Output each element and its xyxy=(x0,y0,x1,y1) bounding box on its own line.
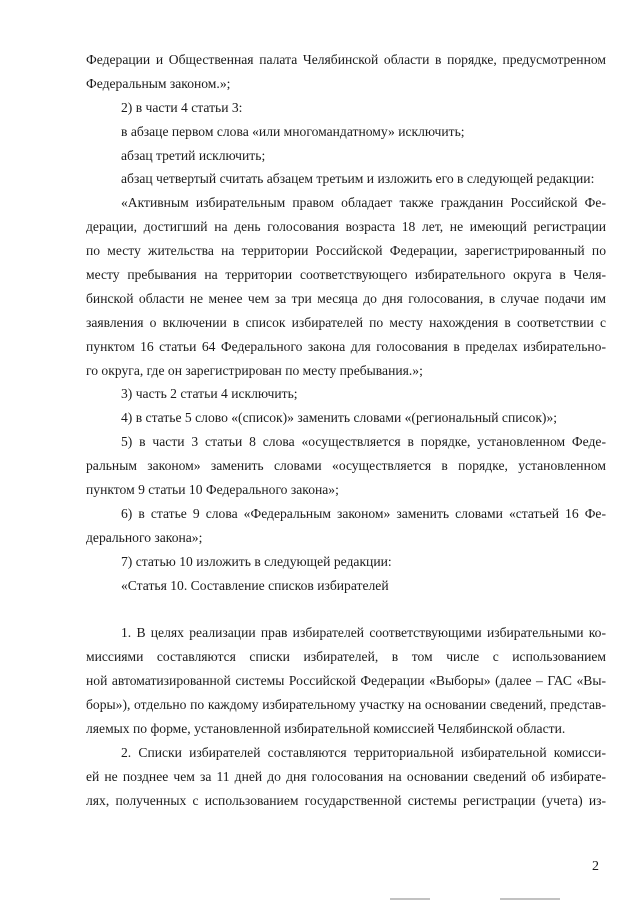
text-line: дерального закона»; xyxy=(86,529,203,545)
text-line: пунктом 9 статьи 10 Федерального закона»; xyxy=(86,482,339,498)
text-line: 3) часть 2 статьи 4 исключить; xyxy=(121,386,298,402)
text-line: ей не позднее чем за 11 дней до дня голосования на основании сведений об избирате- xyxy=(86,768,606,784)
scan-artifact xyxy=(500,898,560,900)
text-line: лях, полученных с использованием государственной системы регистрации (учета) из- xyxy=(86,792,606,808)
text-line: ляемых по форме, установленной избирательной комиссией Челябинской области. xyxy=(86,720,566,736)
text-line: 7) статью 10 изложить в следующей редакции: xyxy=(121,553,392,569)
text-line: ральным законом» заменить словами «осуществляется в порядке, установленном xyxy=(86,458,606,474)
text-line: 2. Списки избирателей составляются территориальной избирательной комисси- xyxy=(121,744,606,760)
text-line: «Активным избирательным правом обладает также гражданин Российской Фе- xyxy=(121,195,606,211)
scan-artifact xyxy=(390,898,430,900)
text-line: бинской области не менее чем за три месяца до дня голосования, в случае подачи им xyxy=(86,290,606,306)
text-line: дерации, достигший на день голосования возраста 18 лет, не имеющий регистрации xyxy=(86,219,606,235)
text-line: го округа, где он зарегистрирован по месту пребывания.»; xyxy=(86,362,423,378)
body-text xyxy=(86,48,606,813)
text-line: боры»), отдельно по каждому избирательному участку на основании сведений, представ- xyxy=(86,697,606,713)
text-line: Федеральным законом.»; xyxy=(86,75,231,91)
text-line: миссиями составляются списки избирателей, в том числе с использованием xyxy=(86,649,606,665)
text-line: 6) в статье 9 слова «Федеральным законом» заменить словами «статьей 16 Фе- xyxy=(121,505,606,521)
text-line: 5) в части 3 статьи 8 слова «осуществляется в порядке, установленном Феде- xyxy=(121,434,606,450)
text-line: 2) в части 4 статьи 3: xyxy=(121,99,243,115)
text-line: абзац третий исключить; xyxy=(121,147,266,163)
text-line: пунктом 16 статьи 64 Федерального закона для голосования в пределах избирательно- xyxy=(86,338,606,354)
text-line: в абзаце первом слова «или многомандатному» исключить; xyxy=(121,123,465,139)
page-number: 2 xyxy=(592,859,599,874)
text-line: «Статья 10. Составление списков избирателей xyxy=(121,577,389,593)
blank-line xyxy=(86,597,606,621)
text-line: ной автоматизированной системы Российской Федерации «Выборы» (далее – ГАС «Вы- xyxy=(86,673,606,689)
text-line: заявления о включении в список избирателей по месту нахождения в соответствии с xyxy=(86,314,606,330)
text-line: 1. В целях реализации прав избирателей соответствующими избирательными ко- xyxy=(121,625,606,641)
text-line: Федерации и Общественная палата Челябинской области в порядке, предусмотренном xyxy=(86,52,606,67)
text-line: месту пребывания на территории соответствующего избирательного округа в Челя- xyxy=(86,267,606,283)
text-line: абзац четвертый считать абзацем третьим и изложить его в следующей редакции: xyxy=(121,171,595,187)
text-line: по месту жительства на территории Российской Федерации, зарегистрированный по xyxy=(86,243,606,259)
text-line: 4) в статье 5 слово «(список)» заменить словами «(региональный список)»; xyxy=(121,410,558,426)
